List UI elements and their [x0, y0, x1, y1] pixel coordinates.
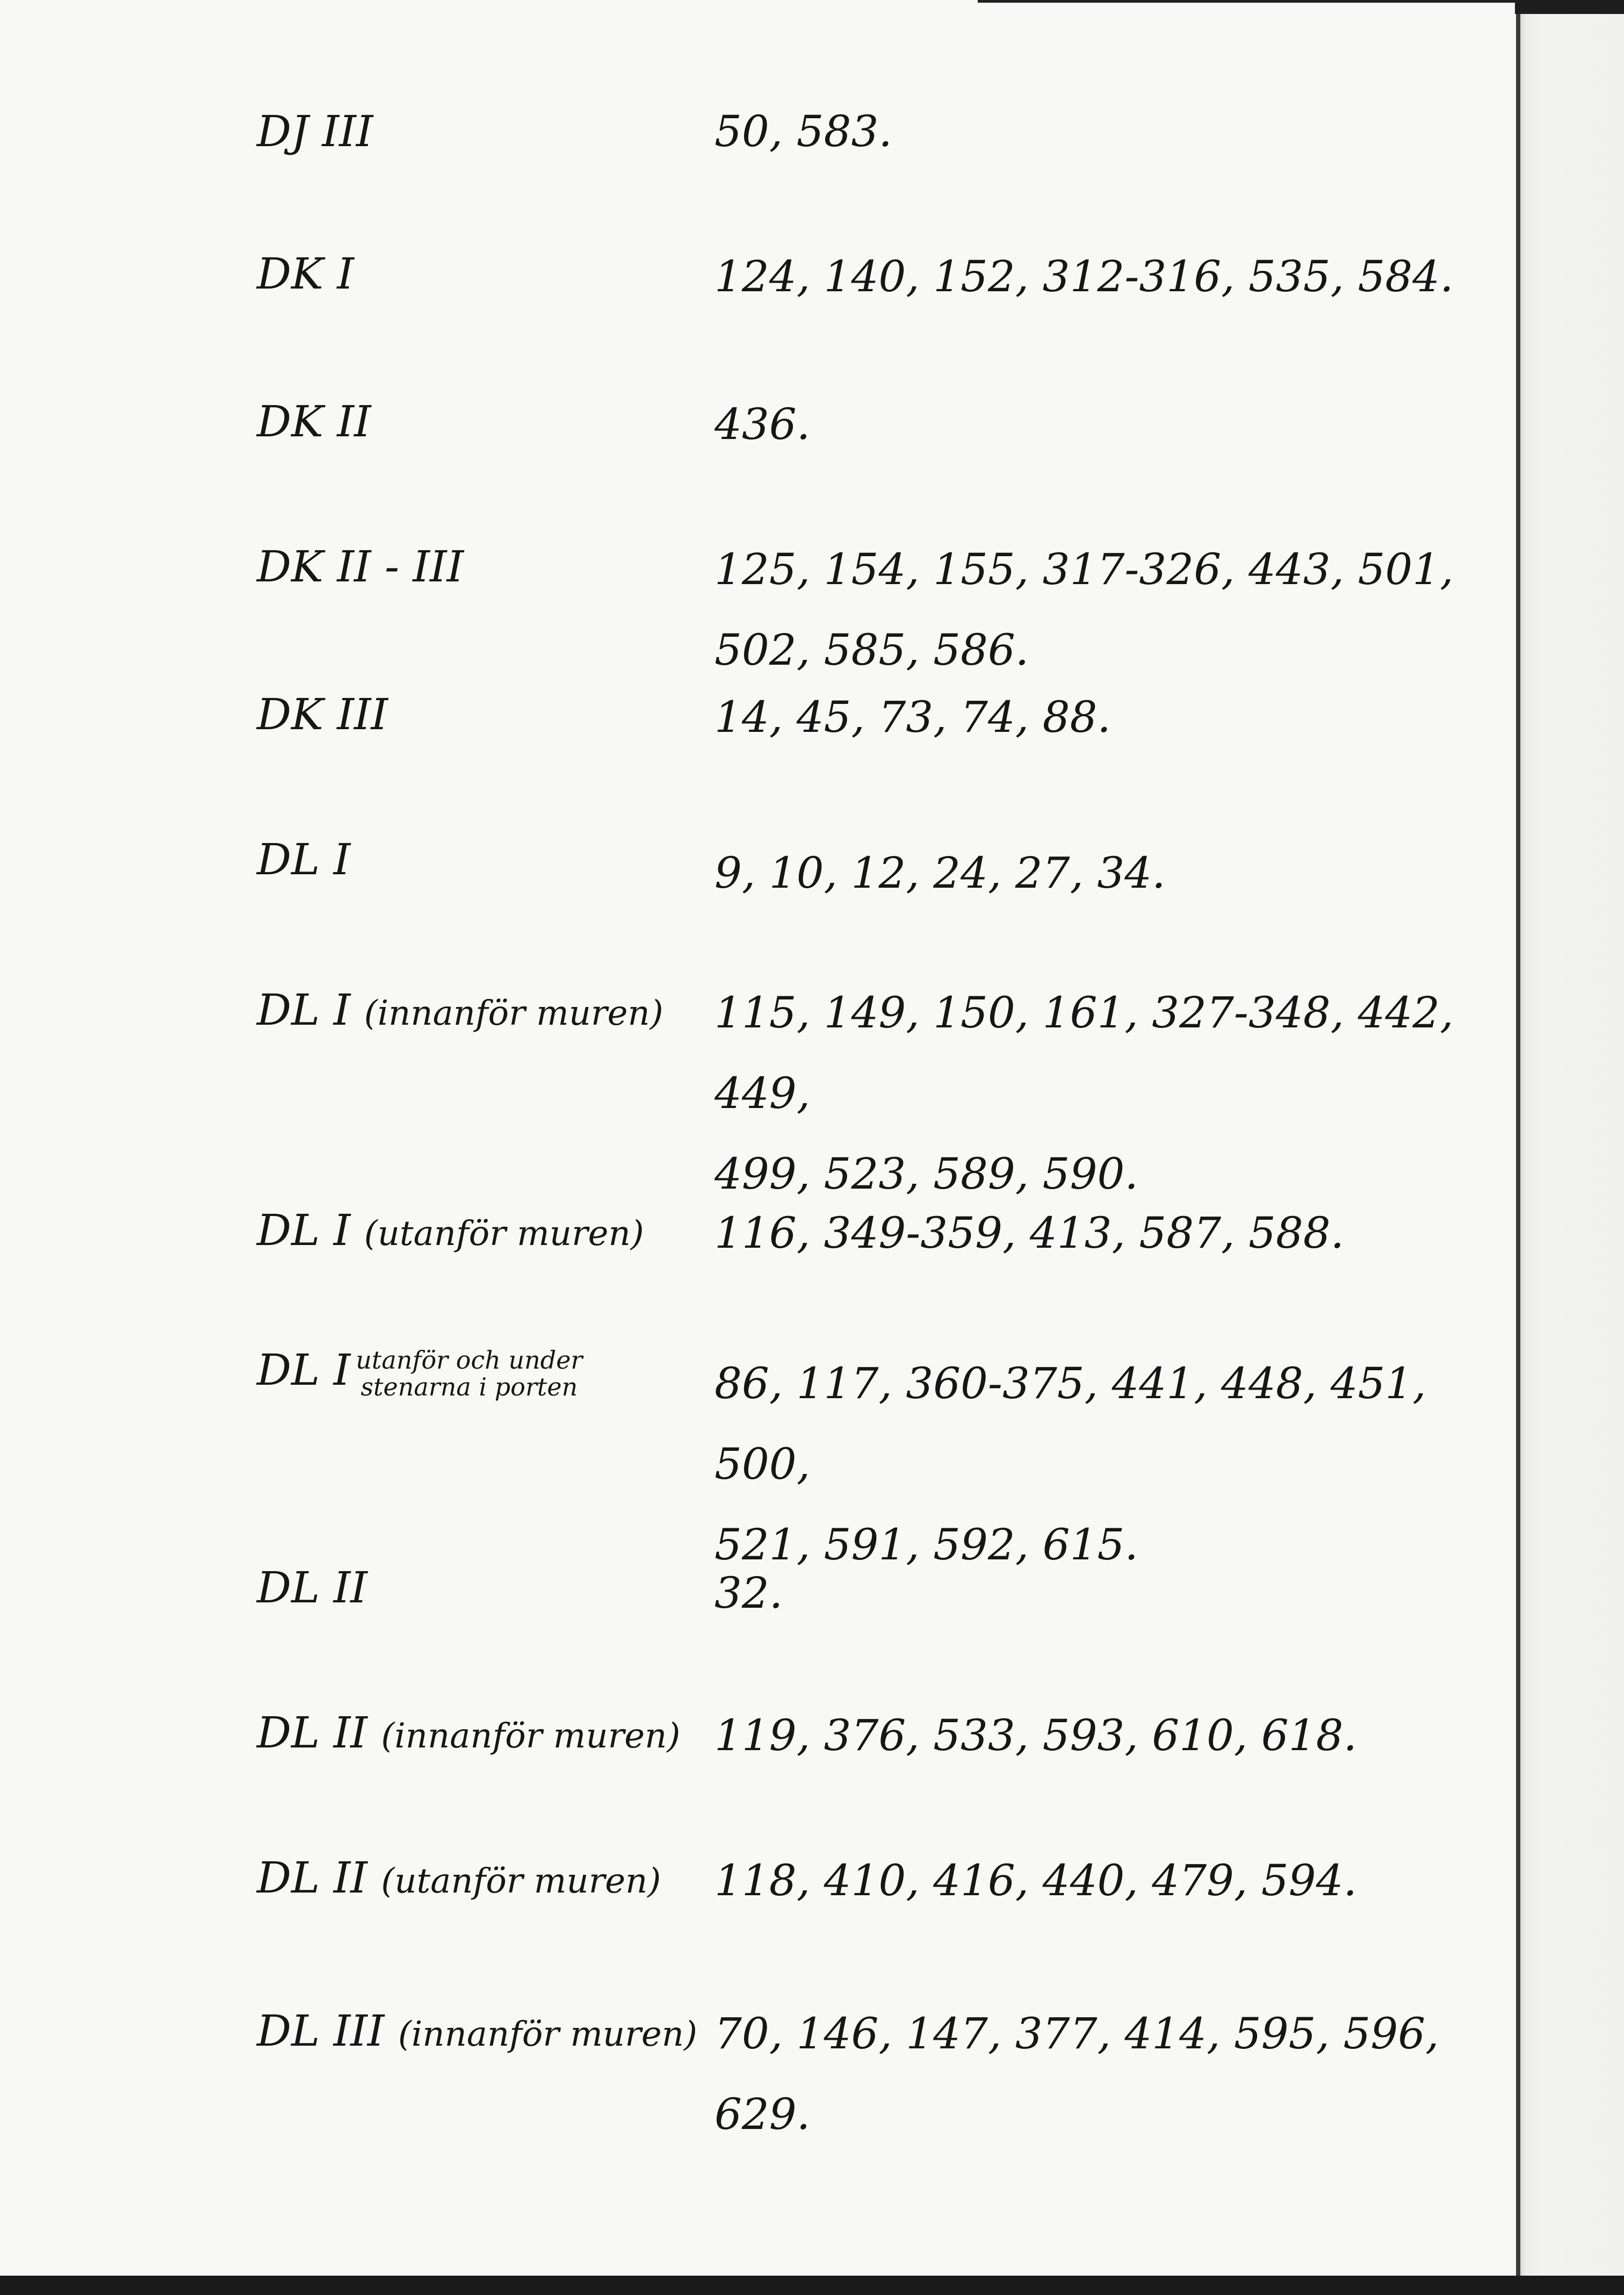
site-label: DL I (innanför muren): [257, 985, 663, 1035]
site-label: DL III (innanför muren): [257, 2006, 697, 2056]
find-numbers: 124, 140, 152, 312-316, 535, 584.: [714, 251, 1454, 301]
site-label: DJ III: [257, 106, 373, 156]
site-note: utanför och under stenarna i porten: [356, 1346, 583, 1401]
site-note: (innanför muren): [381, 1716, 681, 1756]
site-label: DK II - III: [257, 542, 464, 592]
site-note: (utanför muren): [381, 1861, 661, 1901]
site-note: (innanför muren): [364, 994, 663, 1033]
find-numbers: 436.: [714, 399, 811, 449]
find-numbers: 116, 349-359, 413, 587, 588.: [714, 1208, 1345, 1258]
find-numbers: 70, 146, 147, 377, 414, 595, 596, 629.: [714, 2009, 1453, 2139]
find-numbers: 32.: [714, 1568, 783, 1618]
site-note: (utanför muren): [364, 1214, 644, 1254]
site-label: DK II: [257, 397, 371, 447]
find-numbers: 115, 149, 150, 161, 327-348, 442, 449, 499, 523, 589, 590.: [714, 988, 1454, 1199]
site-label: DL II: [257, 1563, 367, 1613]
scan-corner: [1515, 0, 1624, 14]
site-label: DL I: [257, 834, 351, 884]
site-label: DL I utanför och under stenarna i porten: [257, 1345, 583, 1401]
find-numbers: 14, 45, 73, 74, 88.: [714, 692, 1111, 742]
find-numbers: 119, 376, 533, 593, 610, 618.: [714, 1710, 1357, 1760]
site-label: DK III: [257, 689, 388, 739]
scan-bottom-edge: [0, 2276, 1624, 2295]
site-note: (innanför muren): [398, 2015, 697, 2054]
find-numbers: 9, 10, 12, 24, 27, 34.: [714, 848, 1166, 898]
find-numbers: 118, 410, 416, 440, 479, 594.: [714, 1855, 1357, 1905]
find-numbers: 50, 583.: [714, 106, 892, 156]
site-label: DL II (innanför muren): [257, 1708, 681, 1758]
site-label: DL I (utanför muren): [257, 1205, 644, 1255]
site-label: DK I: [257, 249, 354, 299]
find-numbers: 86, 117, 360-375, 441, 448, 451, 500, 521, 591, 592, 615.: [714, 1358, 1426, 1570]
site-label: DL II (utanför muren): [257, 1853, 661, 1903]
next-page-edge: [1520, 0, 1624, 2295]
find-numbers: 125, 154, 155, 317-326, 443, 501, 502, 585, 586.: [714, 544, 1468, 675]
